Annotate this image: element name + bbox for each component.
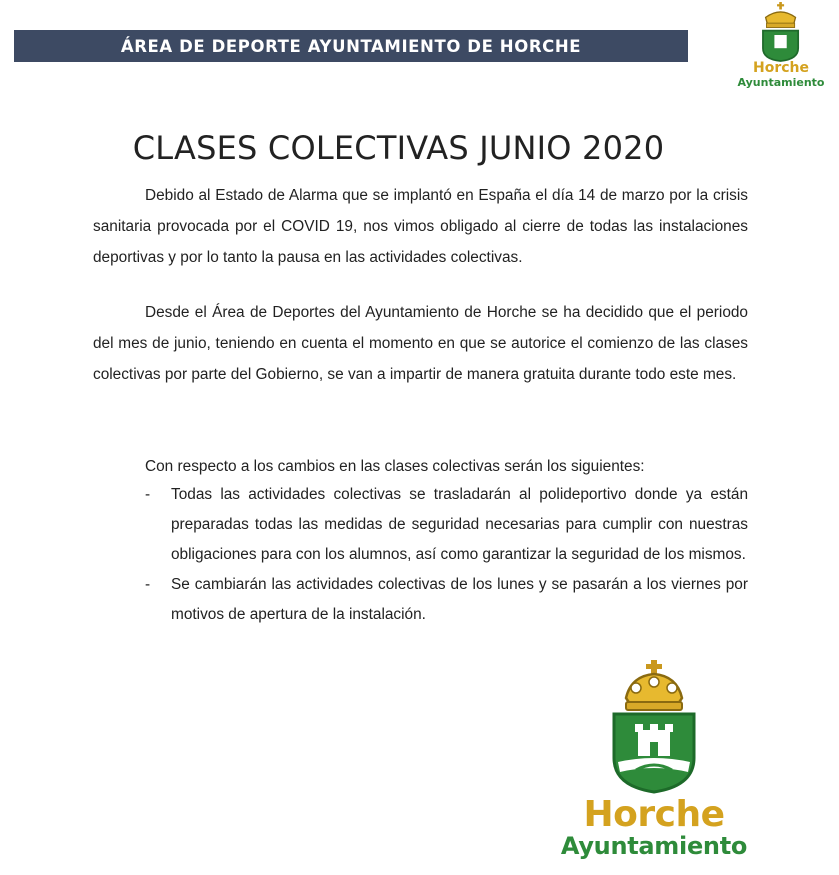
logo-large-name: Horche xyxy=(583,794,725,835)
logo-large-subtitle: Ayuntamiento xyxy=(560,832,748,860)
horche-logo-large xyxy=(556,658,752,868)
paragraph-2 xyxy=(93,297,748,390)
list-item xyxy=(93,570,748,630)
list-item-text: Se cambiarán las actividades colectivas de los lunes y se pasarán a los viernes por motivos de apertura de la instalación. xyxy=(171,576,748,623)
bullet-dash: - xyxy=(145,576,151,593)
header-bar xyxy=(14,30,688,62)
list-item-text: Todas las actividades colectivas se trasladarán al polideportivo donde ya están preparadas todas las medidas de seguridad necesarias para cumplir con nuestras obligaciones para con los alumnos, así como garantizar la seguridad de los mismos. xyxy=(171,486,748,563)
list-item xyxy=(93,480,748,570)
paragraph-2-text: Desde el Área de Deportes del Ayuntamiento de Horche se ha decidido que el periodo del mes de junio, teniendo en cuenta el momento en que se autorice el comienzo de las clases colectivas por parte del Gobierno, se van a impartir de manera gratuita durante todo este mes. xyxy=(93,304,748,383)
changes-list xyxy=(93,480,748,630)
horche-logo-small xyxy=(726,2,836,92)
logo-small-name: Horche xyxy=(753,60,809,76)
bullet-dash: - xyxy=(145,486,151,503)
header-title: ÁREA DE DEPORTE AYUNTAMIENTO DE HORCHE xyxy=(120,36,582,56)
changes-intro: Con respecto a los cambios en las clases colectivas serán los siguientes: xyxy=(145,458,645,475)
coat-of-arms-icon xyxy=(556,658,752,798)
page-title: CLASES COLECTIVAS JUNIO 2020 xyxy=(132,129,665,168)
paragraph-1 xyxy=(93,180,748,273)
paragraph-1-text: Debido al Estado de Alarma que se implantó en España el día 14 de marzo por la crisis sanitaria provocada por el COVID 19, nos vimos obligado al cierre de todas las instalaciones deportivas y por lo tanto la pausa en las actividades colectivas. xyxy=(93,187,748,266)
logo-small-subtitle: Ayuntamiento xyxy=(737,76,825,89)
coat-of-arms-icon xyxy=(726,2,836,62)
